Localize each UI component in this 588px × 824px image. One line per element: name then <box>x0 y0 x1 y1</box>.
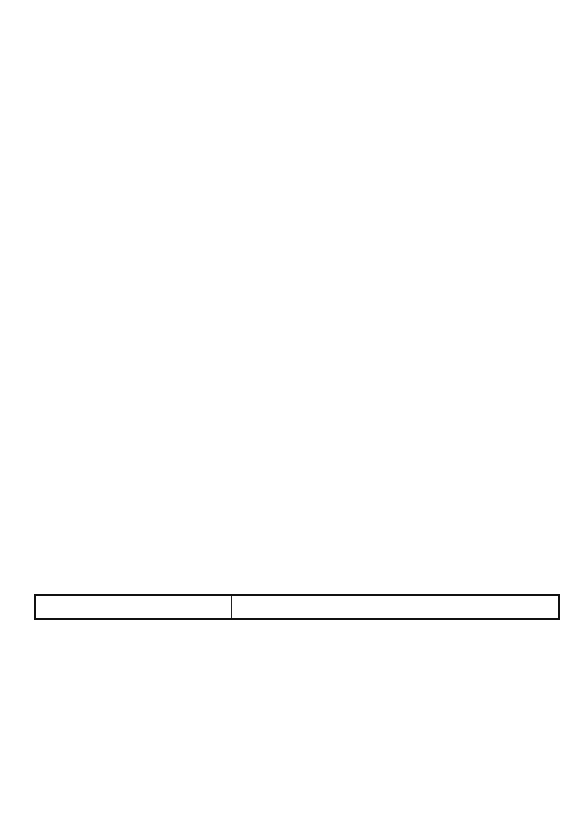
section-heading <box>34 68 558 82</box>
technical-parameters-table <box>34 594 560 620</box>
clause-6-2-1 <box>34 546 558 560</box>
subsection-heading-6-1 <box>34 98 558 112</box>
table-header-index <box>231 595 559 619</box>
table-header-item <box>35 595 231 619</box>
subsection-heading-6-2 <box>34 518 558 532</box>
